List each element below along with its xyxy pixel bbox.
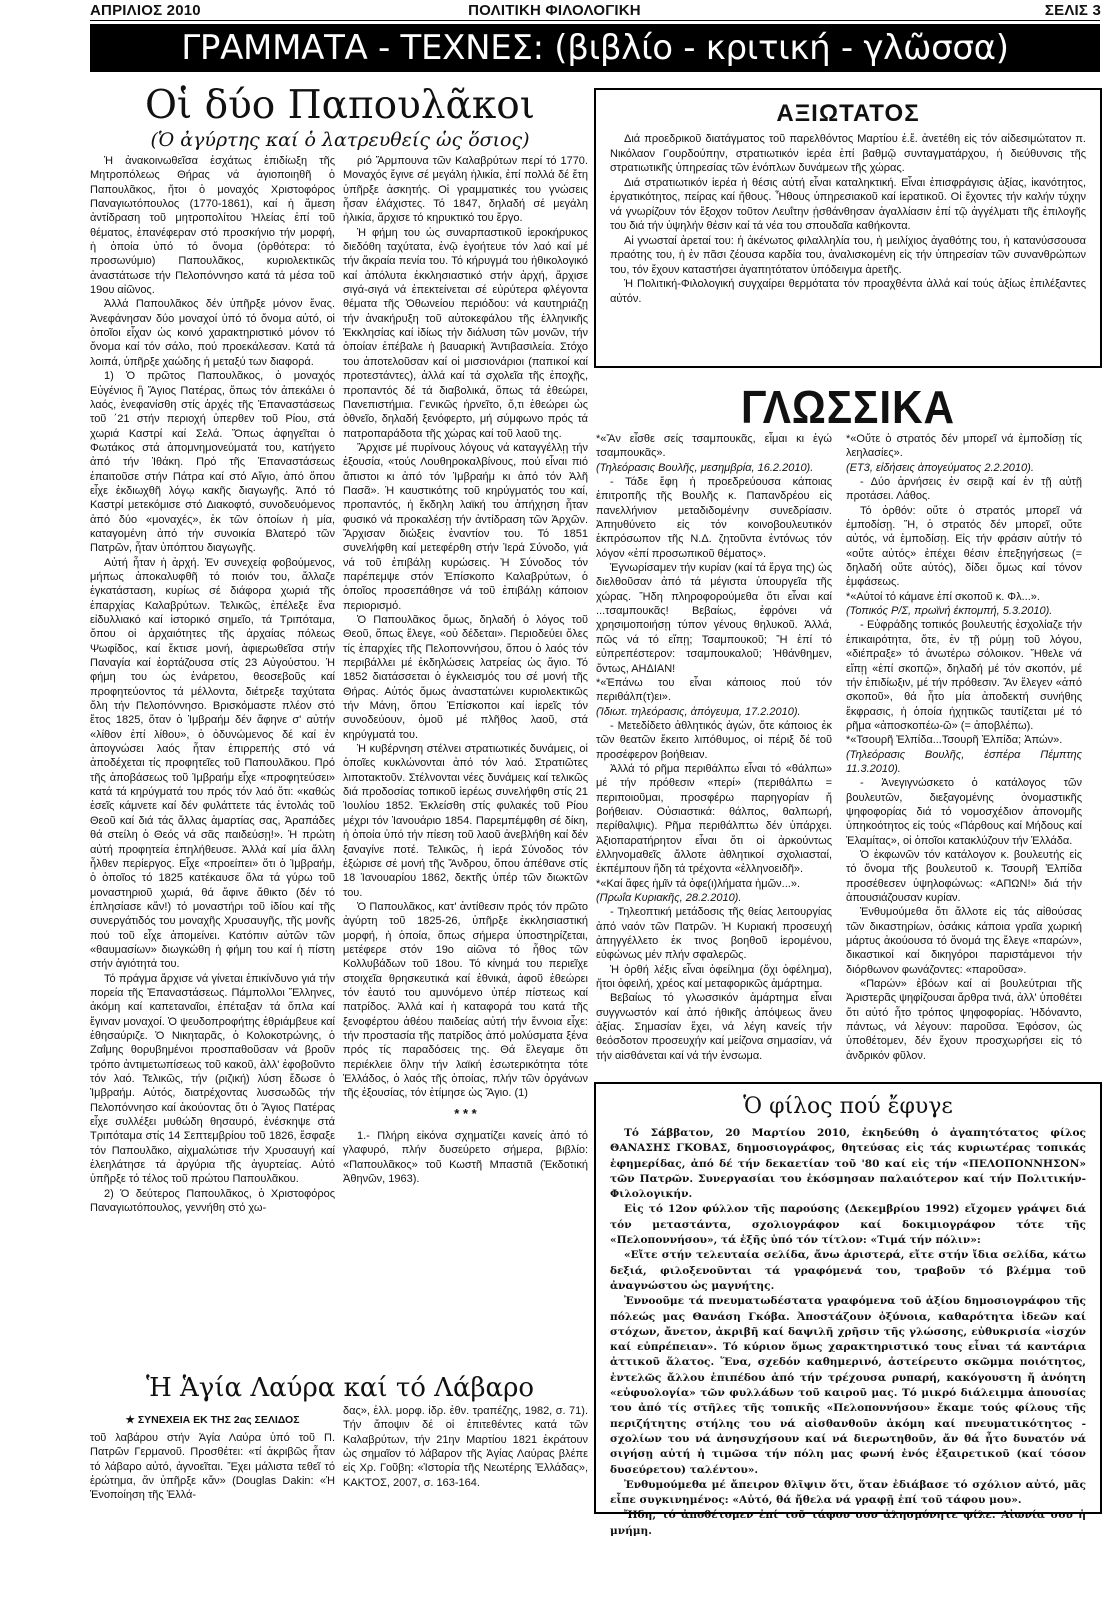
glossika-paragraph: (Ἰδιωτ. τηλεόρασις, ἀπόγευμα, 17.2.2010).: [596, 705, 801, 718]
glossika-paragraph: Ἐνθυμούμεθα ὅτι ἄλλοτε εἰς τάς αἰθούσας τῶν δικαστηρίων, ὁσάκις κάποια γραῖα χωρική μάρτυς ἀκούουσα τό ὄνομά της ἔλεγε «παρών», δικαστικοί καί δικηγόροι παριστάμενοι τήν διόρθωνον φωνάζοντες: «παροῦσα».: [846, 906, 1082, 976]
papoulakoi-column-1: [90, 154, 335, 1350]
article-paragraph: Τό πράγμα ἄρχισε νά γίνεται ἐπικίνδυνο γιά τήν πορεία τῆς Ἐπαναστάσεως. Πάμπολλοι Ἕλληνες, ἀκόμη καί καπεταναῖοι, ἐπέταξαν τά ὅπλα καί ἔγιναν μοναχοί. Ὁ ψευδοπροφήτης ἐθριάμβευε καί ἐθησαύριζε. Ὁ Νικηταρᾶς, ὁ Κολοκοτρώνης, ὁ Ζαΐμης θορυβημένοι προσπαθοῦσαν νά βροῦν τρόπο ἀντιμετωπίσεως τοῦ κακοῦ, ἀλλ' ἐφοβοῦντο τόν λαό. Τελικῶς, τήν (ριζική) λύση ἔδωσε ὁ Ἰμβραήμ. Αὐτός, διατρέχοντας λυσσωδῶς τήν Πελοπόννησο καί ἀκούοντας ὅτι ὁ Ἅγιος Πατέρας εἶχε συλλέξει μυθώδη θησαυρό, ἐνέσκηψε στά Τριπόταμα στίς 14 Σεπτεμβρίου τοῦ 1826, ἔσφαξε τόν Παπουλᾶκο, αἰχμαλώτισε τήν Χρυσαυγή καί ἐλεηλάτησε τά ἀργύρια τῆς ἀγυρτείας. Αὐτό ὑπῆρξε τό τέλος τοῦ πρώτου Παπουλᾶκου.: [90, 972, 335, 1186]
footnote: 1.- Πλήρη εἰκόνα σχηματίζει κανείς ἀπό τό γλαφυρό, πλήν δυσεύρετο σήμερα, βιβλίο: «Παπουλᾶκος» τοῦ Κωστῆ Μπαστιᾶ (Ἐκδοτική Ἀθηνῶν, 1963).: [343, 1130, 588, 1186]
glossika-paragraph: (Πρωΐα Κυριακῆς, 28.2.2010).: [596, 892, 742, 904]
glossika-paragraph: (Τηλεόρασις Βουλῆς, μεσημβρία, 16.2.2010).: [596, 461, 814, 474]
article-paragraph: 1) Ὁ πρῶτος Παπουλᾶκος, ὁ μοναχός Εὐγένιος ἢ Ἅγιος Πατέρας, ὅπως τόν ἀπεκάλει ὁ λαός, ἐνεφανίσθη στίς ἀρχές τῆς Ἐπαναστάσεως τοῦ ΄21 στήν περιοχή ὑπερθεν τοῦ Ρίου, στά χωριά Καστρί καί Σελά. Ὅπως ἀφηγεῖται ὁ Φωτάκος στά ἀπομνημονεύματά του, κατήγετο ἀπό τήν Ἰθάκη. Πρό τῆς Ἐπαναστάσεως ἐπαιτοῦσε στήν Πάτρα καί στό Αἴγιο, ἀπό ὅπου εἶχε ἐκδιωχθῆ λόγῳ κακῆς διαγωγῆς. Ἀπό τό Καστρί μετεκόμισε στό Διακοφτό, συνοδευόμενος ἀπό δύο «μοναχές», ἐκ τῶν ὁποίων ἡ μία, καταγομένη ἀπό τήν συνοικία Βλατερό τῶν Πατρῶν, ἦταν ὑπόπτου διαγωγῆς.: [90, 370, 335, 555]
lavra-text-2: δας», ἑλλ. μορφ. ἰδρ. ἐθν. τραπέζης, 1982, σ. 71). Τήν ἄποψιν δέ οἱ ἐπιτεθέντες κατά τῶν Καλαβρύτων, τήν 21ην Μαρτίου 1821 ἐκράτουν ὡς σημαῖον τό λάβαρον τῆς Ἁγίας Λαύρας βλέπε εἰς Χρ. Γοῦβη: «Ἱστορία τῆς Νεωτέρης Ἑλλάδας», ΚΑΚΤΟΣ, 2007, σ. 163-164.: [343, 1405, 588, 1489]
publication-name: ΠΟΛΙΤΙΚΗ ΦΙΛΟΛΟΓΙΚΗ: [468, 2, 641, 19]
article-paragraph: Ὁ Παπουλᾶκος, κατ' ἀντίθεσιν πρός τόν πρῶτο ἀγύρτη τοῦ 1825-26, ὑπῆρξε ἐκκλησιαστική μορφή, ἡ ὁποία, ὅπως σήμερα ὑποστηρίζεται, μετέφερε στόν 19ο αἰῶνα τό ἦθος τῶν Κολλυβάδων τοῦ 18ου. Τό κίνημά του περιεῖχε στοιχεῖα θρησκευτικά καί ἐθνικά, ἀφοῦ ἐθεώρει τόν ἑαυτό του αμυνόμενο ὑπέρ πίστεως καί πατρίδος. Ἀλλά καί ἡ καταφορά του κατά τῆς ξενοφέρτου ἀθέου παιδείας αὐτή τήν ἔννοια εἶχε: τήν προστασία τῆς πατρίδος ἀπό μολύσματα ξένα πρός τίς παραδόσεις της. Θά ἔλεγαμε ὅτι περιέκλειε ὅλην τήν λαϊκή ἐσωτερικότητα τότε Ἑλλάδος, ὁ λαός τῆς ὁποίας, πλήν τῶν ὀργάνων τῆς ἐξουσίας, τόν ἐτίμησε ὡς Ἅγιο. (1): [343, 900, 588, 1100]
article-paragraph: Ὁ Παπουλᾶκος ὅμως, δηλαδή ὁ λόγος τοῦ Θεοῦ, ὅπως ἔλεγε, «οὐ δέδεται». Περιοδεύει ὅλες τίς ἐπαρχίες τῆς Πελοποννήσου, ὅπου ὁ λαός τόν περιβάλλει μέ ἐκδηλώσεις λατρείας ὡς ἅγιο. Τό 1852 διατάσσεται ὁ ἐγκλεισμός του σέ μονή τῆς Θήρας. Αὐτός ὅμως ἀναστατώνει κυριολεκτικῶς τήν Μάνη, ὅπου Ἐπίσκοποι καί ἱερεῖς τόν συνοδεύουν, ὁμοῦ μέ πλῆθος λαοῦ, στά κηρύγματά του.: [343, 614, 588, 741]
glossika-paragraph: *«Καί ἄφες ἡμῖν τά ὀφε(ι)λήματα ἡμῶν...».: [596, 877, 801, 890]
glossika-paragraph: Ἡ ὀρθή λέξις εἶναι ὀφείλημα (ὄχι ὀφέλημα), ἤτοι ὀφειλή, χρέος καί μεταφορικῶς ἁμάρτημα.: [596, 963, 832, 991]
glossika-paragraph: *«Αὐτοί τό κάμανε ἐπί σκοποῦ κ. Φλ...».: [846, 590, 1040, 603]
lavra-column-1: [90, 1431, 335, 1511]
lavra-text-1: τοῦ λαβάρου στήν Ἁγία Λαύρα ὑπό τοῦ Π. Πατρῶν Γερμανοῦ. Προσθέτει: «τί ἀκριβῶς ἦταν τό λάβαρο αὐτό, ἀγνοεῖται. Ἔχει μάλιστα τεθεῖ τό ἐρώτημα, ἄν ὑπῆρξε κἄν» (Douglas Dakin: «Ἡ Ἑνοποίηση τῆς Ἑλλά-: [90, 1432, 335, 1502]
article-paragraph: Αὐτή ἦταν ἡ ἀρχή. Ἐν συνεχείᾳ φοβούμενος, μήπως ἀποκαλυφθῆ τό ποιόν του, ἄλλαζε ἐγκατάσταση, κυρίως σέ διάφορα χωριά τῆς ἐπαρχίας Καλαβρύτων. Τελικῶς, ἐπέλεξε ἕνα εἰδυλλιακό καί ἱστορικό σημεῖο, τά Τριπόταμα, ὅπου οἱ ἀρχαιότητες τῆς ἀρχαίας πόλεως Ψωφίδος, καί ἔκτισε μονή, ἀφιερωθεῖσα στήν Παναγία καί ἑορτάζουσα στίς 23 Αὐγούστου. Ἡ φήμη του ὡς ἐνάρετου, θεοσεβοῦς καί προφητεύοντος τά μέλλοντα, διέτρεξε ταχύτατα ὅλη τήν Πελοπόννησο. Βρισκόμαστε πλέον στό ἔτος 1825, ὅταν ὁ Ἰμβραήμ δέν ἄφηνε σ' αὐτήν «λίθον ἐπί λίθου», ὁ ὀδυνώμενος δέ καί ἐν ἀπογνώσει λαός ἦταν ἐπιρρεπής στό νά ἀποδέχεται τίς προφητεῖες τοῦ Παπουλᾶκου. Πρό τῆς ἀποβάσεως τοῦ Ἰμβραήμ εἶχε «προφητεύσει» κατά τά κηρύγματά του πρός τόν λαό ὅτι: «καθώς ἐσεῖς κάμνετε καί δέν φυλάττετε τάς ἐντολάς τοῦ Θεοῦ καί διά τάς ἄλλας ἁμαρτίας σας, Ἀραπάδες θά στείλη ὁ Θεός νά σᾶς παιδεύσῃ!». Ἡ πρώτη αὐτή προφητεία ἐπηλήθευσε. Ἀλλά καί μία ἄλλη ἦλθεν περίεργος. Εἶχε «προείπει» ὅτι ὁ Ἰμβραήμ, ὁ ὁποῖος τό 1825 κατέκαυσε ὅλα τά γύρω τοῦ μοναστηριοῦ χωριά, θά ἄφινε ἄθικτο (δέν τό ἐπλησίασε κἄν!) τό μοναστήρι τοῦ ἰδίου καί τῆς συνεργάτιδός του μοναχῆς Χρυσαυγῆς, τῆς μονῆς πού τοῦ εἶχε ἀπομείνει. Κατόπιν αὐτῶν τῶν «θαυμασίων» διωγκώθη ἡ φήμη του καί ἡ πίστη στήν ἁγιότητά του.: [90, 556, 335, 971]
axiotatos-paragraph: Αἱ γνωσταί ἀρεταί του: ἡ ἀκένωτος φιλαλληλία του, ἡ μειλίχιος ἀγαθότης του, ἡ κατανύσσουσα πραότης του, ἡ ἐν πᾶσι ζέουσα καρδία του, ἀναλισκομένη εἰς τήν ὑπηρεσίαν τῶν συνανθρώπων του, τόν ἔχουν καταστήσει ἀγαπητότατον ὑπόδειγμα ἀρετῆς.: [610, 234, 1086, 276]
obituary-paragraph: Εἰς τό 12ον φύλλον τῆς παρούσης (Δεκεμβρίου 1992) εἴχομεν γράψει διά τόν μεταστάντα, σχολιογράφον καί δοκιμιογράφον τότε τῆς «Πελοποννήσου», τά ἑξῆς ὑπό τόν τίτλον: «Τιμά τήν πόλιν»:: [610, 1203, 1086, 1247]
article-title-lavra: Ἡ Ἁγία Λαύρα καί τό Λάβαρο: [145, 1373, 535, 1403]
axiotatos-paragraph: Ἡ Πολιτική-Φιλολογική συγχαίρει θερμότατα τόν προαχθέντα ἀλλά καί τούς ἀξίως ἐπιλέξαντες αὐτόν.: [610, 278, 1086, 305]
glossika-column-1: [596, 432, 832, 1072]
article-paragraph: Ἄρχισε μέ πυρίνους λόγους νά καταγγέλλῃ τήν ἐξουσία, «τούς Λουθηροκαλβίνους, πού εἶναι πιό ἄπιστοι κι ἀπό τόν Ἰμβραήμ κι ἀπό τόν Ἀλῆ Πασᾶ». Ἡ καυστικότης τοῦ κηρύγματός του καί, προπαντός, ἡ ἔκδηλη λαϊκή του ἀπήχηση ἦταν φυσικό νά προκαλέσῃ τήν ἀντίδραση τῶν Ἀρχῶν. Ἄρχισαν διώξεις ἐναντίον του. Τό 1851 συνελήφθη καί μετεφέρθη στήν Ἱερά Σύνοδο, γιά νά τοῦ ἐπιβάλῃ κυρώσεις. Ἡ Σύνοδος τόν παρέπεμψε στόν Ἐπίσκοπο Καλαβρύτων, ὁ ὁποῖος προσεπάθησε νά τοῦ ἐπιβάλῃ κάποιον περιορισμό.: [343, 441, 588, 612]
article-paragraph: Ἡ φήμη του ὡς συναρπαστικοῦ ἱεροκήρυκος διεδόθη ταχύτατα, ἐνῷ ἐγοήτευε τόν λαό καί μέ τήν ἄκραία πενία του. Τό κήρυγμά του ἠθικολογικό καί ἀπόλυτα ἐκκλησιαστικό στήν ἀρχή, ἄρχισε σιγά-σιγά νά ἐπεκτείνεται σέ εὐρύτερα φλέγοντα θέματα τῆς Ὀθωνείου περιόδου: νά καυτηριάζῃ τήν ἀνακήρυξη τοῦ αὐτοκεφάλου τῆς ἑλληνικῆς Ἐκκλησίας καί ἰδίως τήν διάλυση τῶν μονῶν, τήν ὁποίαν ἐπέβαλε ἡ βαυαρική Ἀντιβασιλεία. Στόχο του ἀποτελοῦσαν καί οἱ μισσιονάριοι (παπικοί καί προτεστάντες), ἀλλά καί τά σχολεῖα τῆς ἐποχῆς, προπαντός δέ τά διαβολικά, ὅπως τά ἐθεώρει, Πανεπιστήμια. Γενικῶς ἠρνεῖτο, ὅ,τι ἐθεώρει ὡς ὀθνεῖο, δηλαδή ξενόφερτο, μή σύμφωνο πρός τά πατροπαράδοτα τῆς χώρας καί τοῦ λαοῦ της.: [343, 226, 588, 440]
glossika-paragraph: *«Τσουρῆ Ἐλπίδα...Τσουρῆ Ἐλπίδα; Ἀπών».: [846, 734, 1063, 747]
glossika-column-2: [846, 432, 1082, 1072]
obituary-body: [610, 1126, 1086, 1537]
issue-date: ΑΠΡΙΛΙΟΣ 2010: [90, 2, 201, 19]
article-subtitle-papoulakoi: (Ὁ ἀγύρτης καί ὁ λατρευθείς ὡς ὅσιος): [150, 129, 530, 151]
glossika-paragraph: Ἐγνωρίσαμεν τήν κυρίαν (καί τά ἔργα της) ὡς διελθοῦσαν ἀπό τά μέγιστα ὑπουργεῖα τῆς χώρας. Ἤδη πληροφορούμεθα ὅτι εἶναι καί ...τσαμπουκᾶς! Βεβαίως, ἐφρόνει νά χρησιμοποιήσῃ τύπον γένους θηλυκοῦ. Ἀλλά, πῶς νά τό εἴπῃ; Τσαμπουκοῦ; Ἤ ἐπί τό εὐπρεπέστερον: τσαμπουκαλοῦ; Ἡθάνθημεν, ὄντως, ΑΗΔΙΑΝ!: [596, 562, 832, 675]
article-title-papoulakoi: Οἱ δύο Παπουλᾶκοι: [144, 83, 536, 128]
obituary-title: Ὁ φίλος πού ἔφυγε: [743, 1094, 953, 1119]
glossika-paragraph: - Τάδε ἔφη ἡ προεδρεύουσα κάποιας ἐπιτροπῆς τῆς Βουλῆς κ. Παπανδρέου εἰς πανελλήνιον μεταδιδομένην συνεδρίασιν. Ἀπηυθύνετο εἰς τόν κοινοβουλευτικόν ἐκπρόσωπον τῆς Ν.Δ. ζητοῦντα ἐντόνως τόν λόγον «ἐπί προσωπικοῦ θέματος».: [596, 476, 832, 560]
glossika-paragraph: Βεβαίως τό γλωσσικόν ἁμάρτημα εἶναι συγγνωστόν καί ἀπό ἠθικῆς ἀπόψεως ἄνευ ἀξίας. Σημασίαν ἔχει, νά λέγη κανείς τήν θεόσδοτον προσευχήν καί μείζονα σημασίαν, νά τήν αἰσθάνεται καί νά τήν ἐνσωμα.: [596, 992, 832, 1062]
page-number: ΣΕΛΙΣ 3: [1044, 2, 1101, 19]
glossika-paragraph: - Ἀνεγιγνώσκετο ὁ κατάλογος τῶν βουλευτῶν, διεξαγομένης ὀνομαστικῆς ψηφοφορίας διά τό νομοσχέδιον ἀπονομῆς ὑπηκοότητος εἰς τούς «Πάρθους καί Μήδους καί Ἐλαμίτας», οἱ ὁποῖοι κατακλύζουν τήν Ἑλλάδα.: [846, 777, 1082, 847]
article-paragraph: Ἡ κυβέρνηση στέλνει στρατιωτικές δυνάμεις, οἱ ὁποῖες κυκλώνονται ἀπό τόν λαό. Στρατιῶτες λιποτακτοῦν. Στέλνονται νέες δυνάμεις καί τελικῶς διά προδοσίας τοπικοῦ ἱερέως συνελήφθη στίς 21 Ἰουλίου 1852. Ἐκλείσθη στίς φυλακές τοῦ Ρίου μέχρι τόν Ἰανουάριο 1854. Παρεμπέμφθη σέ δίκη, ἡ ὁποία ὑπό τήν πίεση τοῦ λαοῦ ἀνεβλήθη καί δέν ξαναγίνε ποτέ. Τελικῶς, ἡ ἱερά Σύνοδος τόν ἐξώρισε σέ μονή τῆς Ἄνδρου, ὅπου ἀπέθανε στίς 18 Ἰανουαρίου 1862, δεκτῆς ὑπέρ τῶν διωκτῶν του.: [343, 743, 588, 899]
axiotatos-paragraph: Διά προεδρικοῦ διατάγματος τοῦ παρελθόντος Μαρτίου ἐ.ἔ. ἀνετέθη εἰς τόν αἰδεσιμώτατον π. Νικόλαον Γουρδούπην, στρατιωτικόν ἱερέα ἐπί βαθμῷ συνταγματάρχου, ἡ διεύθυνσις τῆς στρατιωτικῆς ὑπηρεσίας τῶν ἐνόπλων δυνάμεων τῆς χώρας.: [610, 133, 1086, 174]
continuation-note: ★ ΣΥΝΕΧΕΙΑ ΕΚ ΤΗΣ 2ας ΣΕΛΙΔΟΣ: [125, 1414, 300, 1426]
glossika-paragraph: Ἀλλά τό ρῆμα περιθάλπω εἶναι τό «θάλπω» μέ τήν πρόθεσιν «περί» (περιθάλπω = περιποιοῦμαι, προσφέρω παρηγορίαν ἤ βοήθειαν. Οὐσιαστικά: θάλπος, θαλπωρή, περίθαλψις). Ρῆμα περιθάλπτω δέν ὑπάρχει. Ἀξιοπαρατήρητον εἶναι ὅτι οἱ ἀρκούντως ἐλληνομαθεῖς ἄλλοτε ἀθλητικοί σχολιασταί, ἐκπέμπουν ἤδη τά τρέχοντα «ἑλληνοειδῆ».: [596, 762, 832, 876]
glossika-title: ΓΛΩΣΣΙΚΑ: [740, 381, 956, 433]
glossika-paragraph: *«Οὔτε ὁ στρατός δέν μπορεῖ νά ἐμποδίσῃ τίς λεηλασίες».: [846, 433, 1082, 460]
glossika-paragraph: - Τηλεοπτική μετάδοσις τῆς θείας λειτουργίας ἀπό ναόν τῶν Πατρῶν. Ἡ Κυριακή προσευχή ἀπηγγέλλετο ἐκ τινος βοηθοῦ ἱερομένου, εὐφώνως μέν πλήν σφαλερῶς.: [596, 906, 832, 962]
glossika-paragraph: (Τηλεόρασις Βουλῆς, ἑσπέρα Πέμπτης 11.3.2010).: [846, 748, 1082, 775]
glossika-paragraph: - Δύο ἀρνήσεις ἐν σειρᾷ καί ἐν τῇ αὐτῇ προτάσει. Λάθος.: [846, 476, 1082, 503]
axiotatos-box: [594, 88, 1102, 368]
obituary-paragraph: Ἐνθυμούμεθα μέ ἄπειρον θλῖψιν ὅτι, ὅταν ἐδιάβασε τό σχόλιον αὐτό, μᾶς εἶπε συγκινημένος: «Αὐτό, θά ἤθελα νά γραφῇ ἐπί τοῦ τάφου μου».: [610, 1478, 1086, 1507]
lavra-column-2: [343, 1404, 588, 1514]
axiotatos-paragraph: Διά στρατιωτικόν ἱερέα ἡ θέσις αὐτή εἶναι καταληκτική. Εἶναι ἐπισφράγισις ἀξίας, ἱκανότητος, ἐργατικότητος, πείρας καί ἤθους. Ἦθους ὑπηρεσιακοῦ καί ἱερατικοῦ. Οἱ ἔχοντες τήν καλήν τύχην νά γνωρίζουν τόν ἔξοχον τοῦτον Λευΐτην ᾐσθάνθησαν ἀγαλλίασιν ἐπί τῷ ἀγγέλματι τῆς ἐπιλογῆς του διά τήν ὑψηλήν θέσιν καί τά νέα του σπουδαῖα καθήκοντα.: [610, 176, 1086, 232]
glossika-paragraph: (ΕΤ3, εἰδήσεις ἀπογεύματος 2.2.2010).: [846, 461, 1034, 474]
glossika-paragraph: Τό ὀρθόν: οὔτε ὁ στρατός μπορεῖ νά ἐμποδίσῃ. Ἤ, ὁ στρατός δέν μπορεῖ, οὔτε αὐτός, νά ἐμποδίσῃ. Εἰς τήν φράσιν αὐτήν τό «οὔτε αὐτός» ἐπέχει θέσιν ἐπεξηγήσεως (= δηλαδή οὔτε αὐτός), δίδει ὅμως καί τόνον ἐμφάσεως.: [846, 504, 1082, 589]
header-rule: [90, 20, 1100, 21]
glossika-paragraph: *«Ἐπάνω του εἶναι κάποιος πού τόν περιθάλπ(τ)ει».: [596, 676, 832, 704]
papoulakoi-column-2: [343, 154, 588, 1354]
article-paragraph: Ἡ ἀνακοινωθεῖσα ἐσχάτως ἐπιδίωξη τῆς Μητροπόλεως Θήρας νά ἁγιοποιηθῆ ὁ Παπουλᾶκος, ἤτοι ὁ μοναχός Χριστοφόρος Παναγιωτόπουλος (1770-1861), καί ἡ ἄμεση ἀντίδραση τοῦ μητροπολίτου Ἠλείας ἐπί τοῦ θέματος, ἐπανέφεραν στό προσκήνιο τήν μορφή, ἡ ὁποία ὑπό τό ὄνομα (ὀρθότερα: τό προσωνύμιο) Παπουλᾶκος, κυριολεκτικῶς ἀναστάτωσε τήν Πελοπόννησο κατά τά μέσα τοῦ 19ου αἰῶνος.: [90, 155, 335, 297]
article-paragraph: Ἀλλά Παπουλᾶκος δέν ὑπῆρξε μόνον ἕνας. Ἀνεφάνησαν δύο μοναχοί ὑπό τό ὄνομα αὐτό, οἱ ὁποῖοι εἶχαν ὡς κοινό χαρακτηριστικό μόνον τό ὄνομα καί τόν σάλο, πού προεκάλεσαν. Κατά τά λοιπά, ὑπῆρξε χαώδης ἡ μεταξύ των διαφορά.: [90, 298, 335, 368]
axiotatos-body: [610, 132, 1086, 362]
article-paragraph: ριό Ἄρμπουνα τῶν Καλαβρύτων περί τό 1770. Μοναχός ἔγινε σέ μεγάλη ἡλικία, ἐπί πολλά δέ ἔτη ὑπῆρξε ἀσκητής. Οἱ γραμματικές του γνώσεις ἦσαν ἐλάχιστες. Τό 1847, δηλαδή σέ μεγάλη ἡλικία, ἄρχισε τό κηρυκτικό του ἔργο.: [343, 155, 588, 225]
obituary-paragraph: «Εἴτε στήν τελευταία σελίδα, ἄνω ἀριστερά, εἴτε στήν ἴδια σελίδα, κάτω δεξιά, φιλοξενοῦνται τά γραφόμενά του, τραβοῦν τό βλέμμα τοῦ ἀναγνώστου ὡς μαγνήτης.: [610, 1249, 1086, 1292]
glossika-paragraph: *«Ἄν εἶσθε σείς τσαμπουκᾶς, εἶμαι κι ἐγώ τσαμπουκᾶς».: [596, 433, 832, 460]
glossika-paragraph: - Μετεδίδετο ἀθλητικός ἀγών, ὅτε κάποιος ἐκ τῶν θεατῶν ἔκειτο λιπόθυμος, οἱ πέριξ δέ τοῦ προσέφερον βοήθειαν.: [596, 719, 832, 761]
obituary-paragraph: Ἐννοοῦμε τά πνευματωδέστατα γραφόμενα τοῦ ἀξίου δημοσιογράφου τῆς πόλεώς μας Θανάση Γκόβα. Ἀποστάζουν ὀξύνοια, καθαρότητα ἰδεῶν καί στόχων, ἄνετον, ἀκριβῆ καί δαψιλῆ χρῆσιν τῆς γλώσσης, εὐθυκρισία «ἰσχύν καί εὐπρέπειαν». Τό κύριον ὅμως χαρακτηριστικό τους εἶναι τά καντάρια ἀττικοῦ ἅλατος. Ἕνα, σχεδόν καθημερινό, ἀστείρευτο σκῶμμα ποιότητος, ἐντελῶς ἄλλου ἐπιπέδου ἀπό τήν τρέχουσα ρυπαρή, κακόγουστη ἤ ἀνόητη «εὐφυολογία» τῶν φυλλάδων τοῦ καιροῦ μας. Τό μικρό διάλειμμα ἀπουσίας του ἀπό τίς στῆλες τῆς τοπικῆς «Πελοποννήσου» ἔκαμε τούς φίλους τῆς περιζήτητης στήλης του νά αἰσθανθοῦν ἀκόμη καί πνευματικότητος - σχολίων του νά ἀνησυχήσουν καί νά διερωτηθοῦν, ἄν θά ἦτο δυνατόν νά σιγήσῃ αὐτή ἡ τιμῶσα τήν πόλη μας φωνή ἐνός ἐξαιρετικοῦ (καί τόσον δυσεύρετου) ταλέντου».: [610, 1295, 1086, 1476]
obituary-paragraph: Ἤδη, τό ἀποθέτομεν ἐπί τοῦ τάφου σου ἀλησμόνητε φίλε. Αἰωνία σου ἡ μνήμη.: [610, 1509, 1086, 1537]
obituary-paragraph: Τό Σάββατον, 20 Μαρτίου 2010, ἐκηδεύθη ὁ ἀγαπητότατος φίλος ΘΑΝΑΣΗΣ ΓΚΟΒΑΣ, δημοσιογράφος, θητεύσας εἰς τάς κυριωτέρας τοπικάς ἐφημερίδας, ἀπό δέ τήν δεκαετίαν τοῦ '80 καί εἰς τήν «ΠΕΛΟΠΟΝΝΗΣΟΝ» τῶν Πατρῶν. Συνεργασίαι του ἐκόσμησαν παλαιότερον καί τήν Πολιτικήν-Φιλολογικήν.: [610, 1127, 1086, 1201]
glossika-paragraph: «Παρών» ἐβόων καί αἱ βουλεύτριαι τῆς Ἀριστερᾶς ψηφίζουσαι ἄρθρα τινά, ἀλλ' ὑποθέτει ὅτι αὐτό ἦτο τρόπος ψηφοφορίας. Ἠδόναντο, πάντως, νά λέγουν: παροῦσα. Ἐφόσον, ὡς ὑποθέτομεν, δέν ἔχουν προσχωρήσει εἰς τό ἀνδρικόν φῦλον.: [846, 978, 1082, 1062]
glossika-paragraph: (Τοπικός Ρ/Σ, πρωϊνή ἐκπομπή, 5.3.2010).: [846, 605, 1053, 618]
article-paragraph: 2) Ὁ δεύτερος Παπουλᾶκος, ὁ Χριστοφόρος Παναγιωτόπουλος, γεννήθη στό χω-: [90, 1187, 335, 1215]
section-divider-stars: * * *: [454, 1105, 477, 1121]
obituary-box: [594, 1082, 1102, 1537]
glossika-paragraph: Ὁ ἐκφωνῶν τόν κατάλογον κ. βουλευτής εἰς τό ὄνομα τῆς βουλευτοῦ κ. Τσουρῆ Ἐλπίδα προσέθεσεν ὑψηλοφώνως: «ΑΠΩΝ!» διά τήν ἀπουσιάζουσαν κυρίαν.: [846, 848, 1082, 904]
section-banner: ΓΡΑΜΜΑΤΑ - ΤΕΧΝΕΣ: (βιβλίο - κριτική - γλῶσσα): [90, 24, 1100, 72]
glossika-paragraph: - Εὐφράδης τοπικός βουλευτής ἐσχολίαζε τήν ἐπικαιρότητα, ὅτε, ἐν τῇ ρύμῃ τοῦ λόγου, «διέπραξε» τό ἀνωτέρω σόλοικον. Ἤθελε νά εἴπῃ «ἐπί σκοπῷ», δηλαδή μέ τόν σκοπόν, μέ τήν ἐπιδίωξιν, μέ τήν πρόθεσιν. Ἄν ἔλεγεν «ἀπό σκοποῦ», θά ἦτο μία ἀποδεκτή συνήθης ἔκφρασις, ἡ ὁποία ἠχητικῶς ταυτίζεται μέ τό ρῆμα «ἀποσκοπέω-ῶ» (= ἀποβλέπω).: [846, 619, 1082, 732]
axiotatos-title: ΑΞΙΩΤΑΤΟΣ: [776, 100, 920, 127]
